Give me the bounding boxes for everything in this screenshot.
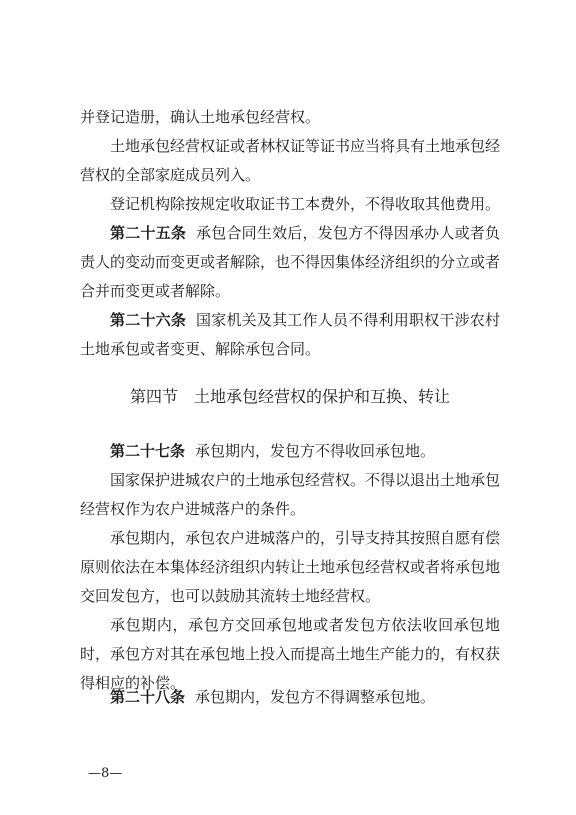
- paragraph-text: 国家保护进城农户的土地承包经营权。不得以退出土地承包经营权作为农户进城落户的条件。: [80, 471, 501, 518]
- paragraph-continuation: [80, 103, 500, 132]
- section-heading: [80, 382, 500, 411]
- paragraph-migrant-households: [80, 466, 500, 524]
- article-28: [80, 683, 500, 712]
- section-title-text: 土地承包经营权的保护和互换、转让: [194, 387, 451, 406]
- article-heading: 第二十五条: [110, 224, 187, 242]
- paragraph-fees: [80, 190, 500, 219]
- paragraph-certificate: [80, 132, 500, 190]
- article-heading: 第二十六条: [110, 311, 187, 329]
- section-number: 第四节: [129, 387, 178, 406]
- article-heading: 第二十八条: [110, 688, 186, 706]
- article-heading: 第二十七条: [110, 442, 186, 460]
- paragraph-text: 承包期内，承包方交回承包地或者发包方依法收回承包地时，承包方对其在承包地上投入而提高土地生产能力的，有权获得相应的补偿。: [80, 616, 501, 692]
- article-text: 承包合同生效后，发包方不得因承办人或者负责人的变动而变更或者解除，也不得因集体经济组织的分立或者合并而变更或者解除。: [80, 224, 501, 300]
- article-text: 承包期内，发包方不得收回承包地。: [195, 442, 436, 460]
- paragraph-text: 并登记造册，确认土地承包经营权。: [80, 108, 321, 126]
- page-number: —8—: [88, 766, 123, 781]
- article-27: [80, 437, 500, 466]
- paragraph-text: 承包期内，承包农户进城落户的，引导支持其按照自愿有偿原则依法在本集体经济组织内转让土地承包经营权或者将承包地交回发包方，也可以鼓励其流转土地经营权。: [80, 529, 501, 605]
- paragraph-text: 土地承包经营权证或者林权证等证书应当将具有土地承包经营权的全部家庭成员列入。: [80, 137, 501, 184]
- article-25: [80, 219, 500, 306]
- article-text: 国家机关及其工作人员不得利用职权干涉农村土地承包或者变更、解除承包合同。: [80, 311, 500, 358]
- paragraph-text: 登记机构除按规定收取证书工本费外，不得收取其他费用。: [110, 195, 501, 213]
- paragraph-voluntary-transfer: [80, 524, 500, 611]
- article-26: [80, 306, 500, 364]
- article-text: 承包期内，发包方不得调整承包地。: [195, 688, 436, 706]
